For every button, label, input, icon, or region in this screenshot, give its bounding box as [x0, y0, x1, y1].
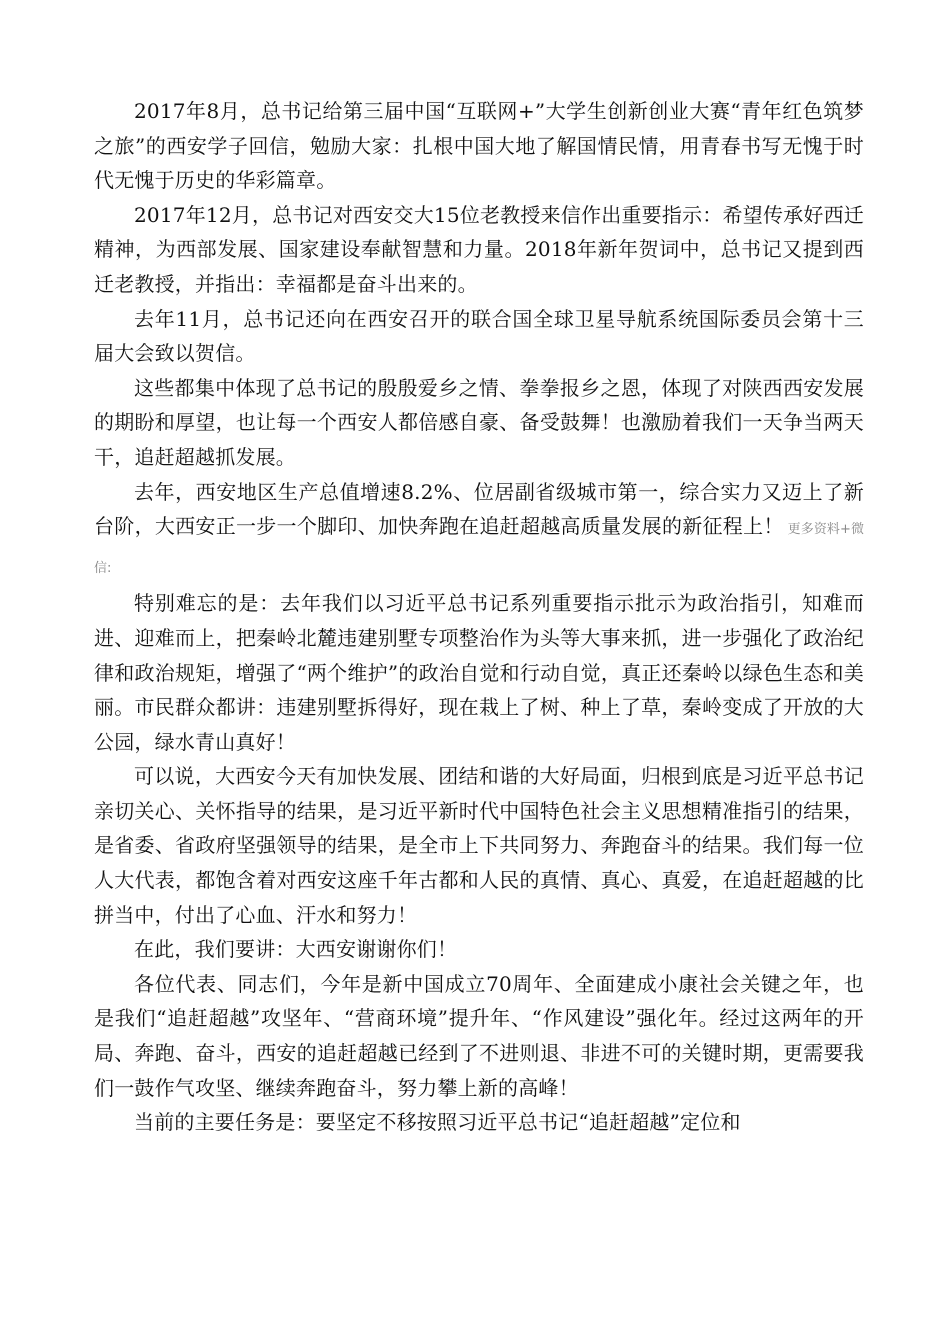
paragraph-5-text: 去年，西安地区生产总值增速8.2%、位居副省级城市第一，综合实力又迈上了新台阶，大西安正一步一个脚印、加快奔跑在追赶超越高质量发展的新征程上！ [94, 479, 864, 539]
paragraph-1: 2017年8月，总书记给第三届中国“互联网+”大学生创新创业大赛“青年红色筑梦之旅”的西安学子回信，勉励大家：扎根中国大地了解国情民情，用青春书写无愧于时代无愧于历史的华彩篇章。 [94, 99, 864, 193]
paragraph-9: 各位代表、同志们，今年是新中国成立70周年、全面建成小康社会关键之年，也是我们“追赶超越”攻坚年、“营商环境”提升年、“作风建设”强化年。经过这两年的开局、奔跑、奋斗，西安的追赶超越已经到了不进则退、非进不可的关键时期，更需要我们一鼓作气攻坚、继续奔跑奋斗，努力攀上新的高峰！ [94, 971, 864, 1100]
paragraph-3: 去年11月，总书记还向在西安召开的联合国全球卫星导航系统国际委员会第十三届大会致以贺信。 [94, 306, 864, 366]
paragraph-8: 在此，我们要讲：大西安谢谢你们！ [134, 937, 458, 962]
paragraph-5 [94, 475, 864, 587]
paragraph-2: 2017年12月，总书记对西安交大15位老教授来信作出重要指示：希望传承好西迁精神，为西部发展、国家建设奉献智慧和力量。2018年新年贺词中，总书记又提到西迁老教授，并指出：幸福都是奋斗出来的。 [94, 202, 864, 296]
paragraph-6: 特别难忘的是：去年我们以习近平总书记系列重要指示批示为政治指引，知难而进、迎难而上，把秦岭北麓违建别墅专项整治作为头等大事来抓，进一步强化了政治纪律和政治规矩，增强了“两个维护”的政治自觉和行动自觉，真正还秦岭以绿色生态和美丽。市民群众都讲：违建别墅拆得好，现在栽上了树、种上了草，秦岭变成了开放的大公园，绿水青山真好！ [94, 591, 864, 754]
document-body [94, 94, 864, 1140]
paragraph-4: 这些都集中体现了总书记的殷殷爱乡之情、拳拳报乡之恩，体现了对陕西西安发展的期盼和厚望，也让每一个西安人都倍感自豪、备受鼓舞！也激励着我们一天争当两天干，追赶超越抓发展。 [94, 375, 864, 469]
inline-note: 更多资料+微信: [94, 522, 864, 576]
paragraph-7: 可以说，大西安今天有加快发展、团结和谐的大好局面，归根到底是习近平总书记亲切关心、关怀指导的结果，是习近平新时代中国特色社会主义思想精准指引的结果，是省委、省政府坚强领导的结果，是全市上下共同努力、奔跑奋斗的结果。我们每一位人大代表，都饱含着对西安这座千年古都和人民的真情、真心、真爱，在追赶超越的比拼当中，付出了心血、汗水和努力！ [94, 764, 864, 927]
paragraph-10: 当前的主要任务是：要坚定不移按照习近平总书记“追赶超越”定位和 [134, 1110, 741, 1135]
